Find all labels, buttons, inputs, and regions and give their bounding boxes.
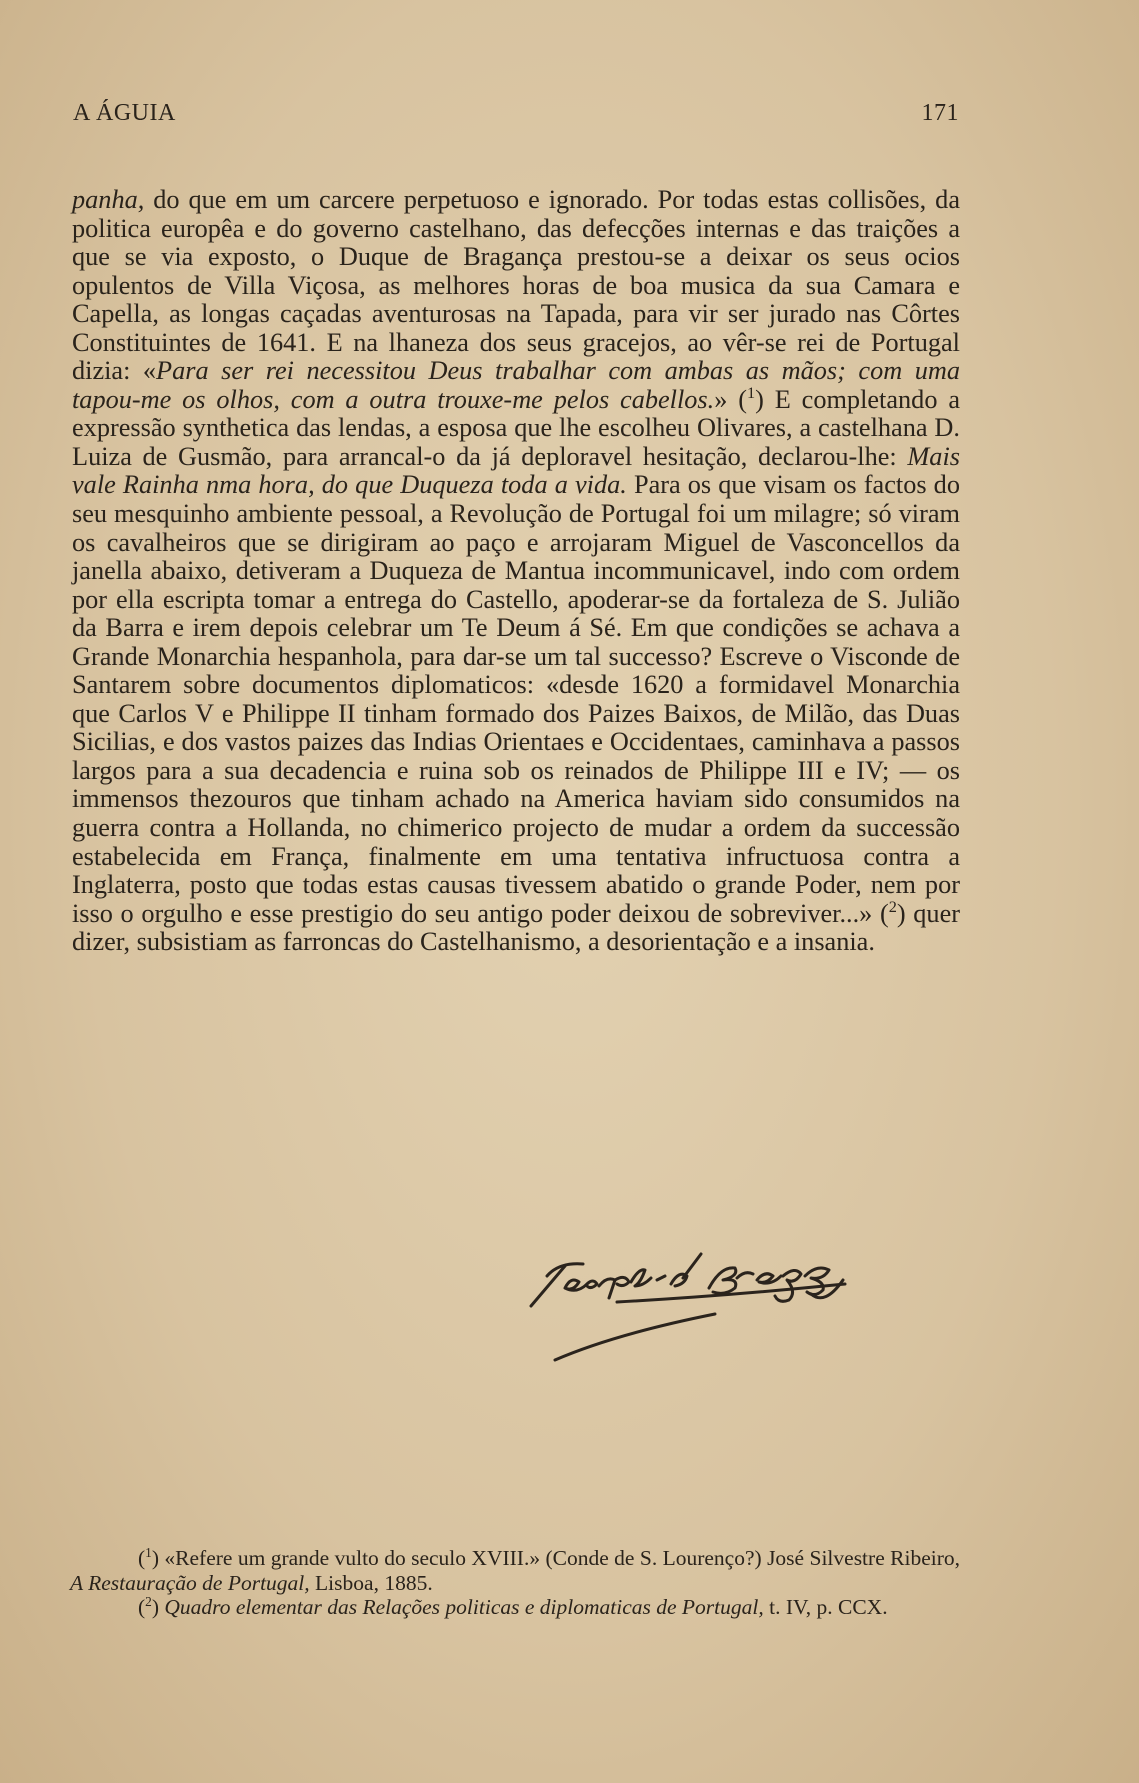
footnote-2 [70,1595,960,1620]
text-run: ) «Refere um grande vulto do seculo XVIII.» (Conde de S. Lourenço?) José Silvestre Ribeiro, [151,1546,960,1570]
text-run: t. IV, p. CCX. [763,1595,888,1619]
footnote-marker: 1 [747,383,756,403]
footnotes [70,1546,960,1620]
paragraph [72,186,960,957]
journal-title: A ÁGUIA [73,100,176,126]
running-head [73,100,959,136]
text-run: » ( [714,384,747,414]
footnote-marker: 1 [145,1544,152,1560]
handwritten-signature [525,1248,945,1368]
footnote-marker: 2 [145,1593,152,1609]
italic-run: Mais vale Rainha nma hora, do que Duqueza toda a vida. [72,441,960,500]
text-run: ) [151,1595,165,1619]
text-run: ) quer dizer, subsistiam as farroncas do Castelhanismo, a desorientação e a insania. [72,898,960,957]
text-run: ( [138,1595,146,1619]
main-text [72,186,960,957]
text-run: do que em um carcere perpetuoso e ignorado. Por todas estas collisões, da politica europêa e do governo castelhano, das defecções internas e das traições a que se via exposto, o Duque de Bragança prestou-se a deixar os seus ocios opulentos de Villa Viçosa, as melhores horas de boa musica da sua Camara e Capella, as longas caçadas aventurosas na Tapada, para vir ser jurado nas Côrtes Constituintes de 1641. E na lhaneza dos seus gracejos, ao vêr-se rei de Portugal dizia: « [72,185,960,386]
signature-drawing [525,1248,945,1368]
footnote-1 [70,1546,960,1595]
italic-run: panha, [72,185,145,214]
page-number: 171 [921,100,959,126]
text-run: Lisboa, 1885. [309,1570,433,1595]
footnote-marker: 2 [888,896,897,916]
italic-run: Quadro elementar das Relações politicas e diplomaticas de Portugal, [164,1595,764,1619]
text-run: ) E completando a expressão synthetica das lendas, a esposa que lhe escolheu Olivares, a castelhana D. Luiza de Gusmão, para arrancal-o da já deploravel hesitação, declarou-lhe: [72,384,960,471]
text-run: ( [138,1546,146,1570]
text-run: Para os que visam os factos do seu mesquinho ambiente pessoal, a Revolução de Portugal foi um milagre; só viram os cavalheiros que se dirigiram ao paço e arrojaram Miguel de Vasconcellos da janella abaixo, detiveram a Duqueza de Mantua incommunicavel, indo com ordem por ella escripta tomar a entrega do Castello, apoderar-se da fortaleza de S. Julião da Barra e irem depois celebrar um Te Deum á Sé. Em que condições se achava a Grande Monarchia hespanhola, para dar-se um tal successo? Escreve o Visconde de Santarem sobre documentos diplomaticos: «desde 1620 a formidavel Monarchia que Carlos V e Philippe II tinham formado dos Paizes Baixos, de Milão, das Duas Sicilias, e dos vastos paizes das Indias Orientaes e Occidentaes, caminhava a passos largos para a sua decadencia e ruina sob os reinados de Philippe III e IV; — os immensos thezouros que tinham achado na America haviam sido consumidos na guerra contra a Hollanda, no chimerico projecto de mudar a ordem da successão estabelecida em França, finalmente em uma tentativa infructuosa contra a Inglaterra, posto que todas estas causas tivessem abatido o grande Poder, nem por isso o orgulho e esse prestigio do seu antigo poder deixou de sobreviver...» ( [72,470,960,928]
signature-strokes [531,1254,845,1360]
italic-run: Para ser rei necessitou Deus trabalhar com ambas as mãos; com uma tapou-me os olhos, com a outra trouxe-me pelos cabellos. [72,356,960,414]
italic-run: A Restauração de Portugal, [70,1570,310,1595]
